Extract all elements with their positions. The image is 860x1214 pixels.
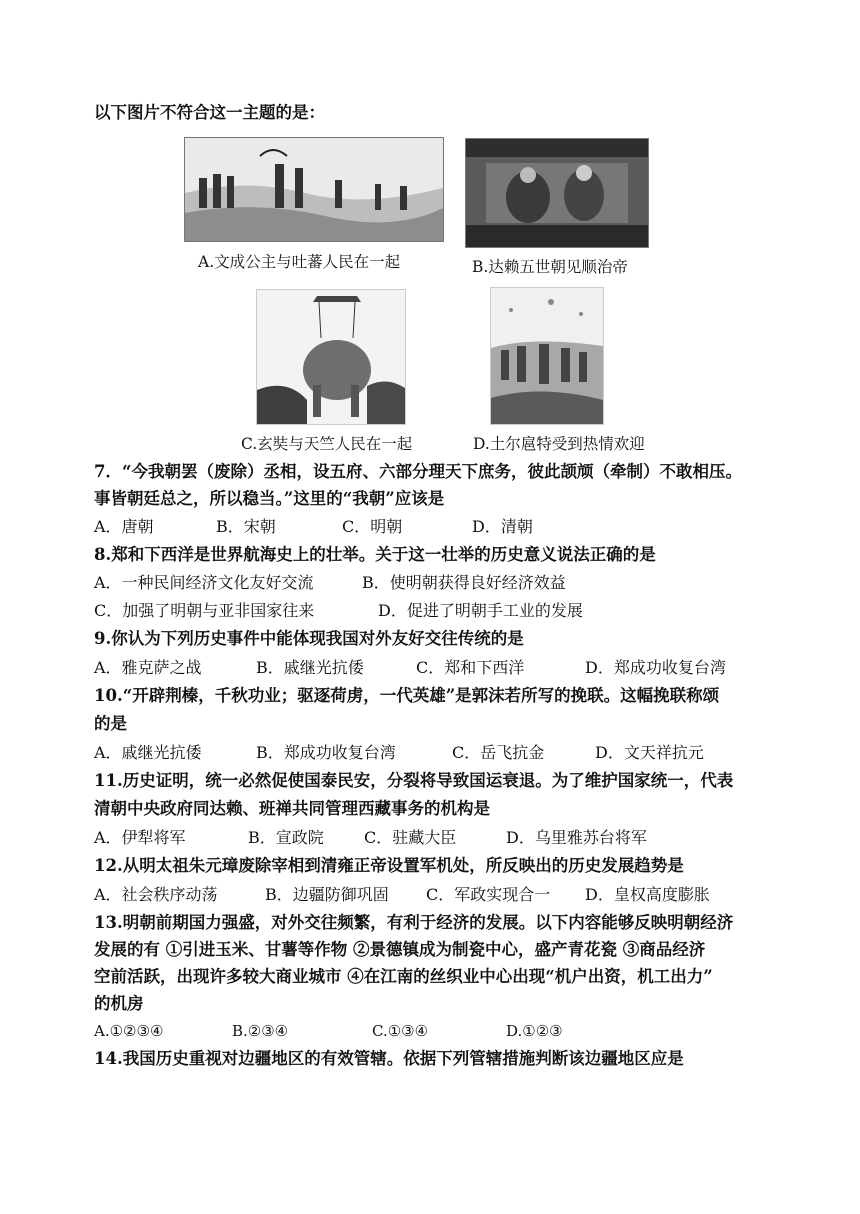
q11-option-b: B．宣政院 [248,828,324,847]
q9-option-d: D．郑成功收复台湾 [585,658,726,677]
q7-option-b: B．宋朝 [216,517,276,536]
q13-option-b: B.②③④ [232,1022,289,1040]
q7-option-d: D．清朝 [472,517,533,536]
q10-option-a: A．戚继光抗倭 [94,743,202,762]
q11-option-d: D．乌里雅苏台将军 [506,828,647,847]
q11-line1: 11.历史证明，统一必然促使国泰民安，分裂将导致国运衰退。为了维护国家统一，代表 [94,771,734,790]
q9-option-c: C．郑和下西洋 [416,658,525,677]
q8-line1: 8.郑和下西洋是世界航海史上的壮举。关于这一壮举的历史意义说法正确的是 [94,545,656,564]
q10-option-d: D．文天祥抗元 [595,743,704,762]
q12-option-c: C．军政实现合一 [426,885,551,904]
q12-option-d: D．皇权高度膨胀 [585,885,710,904]
q13-line2: 发展的有 ①引进玉米、甘薯等作物 ②景德镇成为制瓷中心，盛产青花瓷 ③商品经济 [94,940,706,959]
image-c-xuanzang [256,289,406,425]
q13-option-a: A.①②③④ [94,1022,164,1040]
q8-option-b: B．使明朝获得良好经济效益 [362,573,566,592]
q13-line3: 空前活跃，出现许多较大商业城市 ④在江南的丝织业中心出现“机户出资，机工出力” [94,967,713,986]
q13-line4: 的机房 [94,994,144,1013]
q8-option-c: C．加强了明朝与亚非国家往来 [94,601,315,620]
image-a-wencheng [184,137,444,242]
q12-line1: 12.从明太祖朱元璋废除宰相到清雍正帝设置军机处，所反映出的历史发展趋势是 [94,856,684,875]
q7-option-c: C．明朝 [342,517,403,536]
image-d-torghut [490,287,604,425]
q10-line1: 10.“开辟荆榛，千秋功业；驱逐荷虏，一代英雄”是郭沫若所写的挽联。这幅挽联称颂 [94,686,720,705]
q13-line1: 13.明朝前期国力强盛，对外交往频繁，有利于经济的发展。以下内容能够反映明朝经济 [94,913,734,932]
q8-option-a: A．一种民间经济文化友好交流 [94,573,314,592]
q11-option-a: A．伊犁将军 [94,828,186,847]
q7-option-a: A．唐朝 [94,517,154,536]
q7-line2: 事皆朝廷总之，所以稳当。”这里的“我朝”应该是 [94,489,445,508]
q14-line1: 14.我国历史重视对边疆地区的有效管辖。依据下列管辖措施判断该边疆地区应是 [94,1049,684,1068]
q7-line1: 7．“今我朝罢（废除）丞相，设五府、六部分理天下庶务，彼此颉颃（牵制）不敢相压。 [94,462,742,481]
image-d-caption: D.土尔扈特受到热情欢迎 [473,435,645,453]
q13-option-c: C.①③④ [372,1022,429,1040]
q9-line1: 9.你认为下列历史事件中能体现我国对外友好交往传统的是 [94,629,524,648]
q12-option-a: A．社会秩序动荡 [94,885,218,904]
q10-option-b: B．郑成功收复台湾 [256,743,396,762]
image-b-dalai [465,138,649,248]
q9-option-a: A．雅克萨之战 [94,658,202,677]
image-c-caption: C.玄奘与天竺人民在一起 [241,435,413,453]
image-a-caption: A.文成公主与吐蕃人民在一起 [198,253,401,271]
q11-option-c: C．驻藏大臣 [364,828,457,847]
q10-line2: 的是 [94,714,127,733]
q13-option-d: D.①②③ [506,1022,563,1040]
q10-option-c: C．岳飞抗金 [452,743,545,762]
image-b-caption: B.达赖五世朝见顺治帝 [472,258,628,276]
q11-line2: 清朝中央政府同达赖、班禅共同管理西藏事务的机构是 [94,799,490,818]
intro-text: 以下图片不符合这一主题的是： [94,103,325,122]
q12-option-b: B．边疆防御巩固 [265,885,389,904]
q9-option-b: B．戚继光抗倭 [256,658,364,677]
q8-option-d: D．促进了明朝手工业的发展 [378,601,583,620]
